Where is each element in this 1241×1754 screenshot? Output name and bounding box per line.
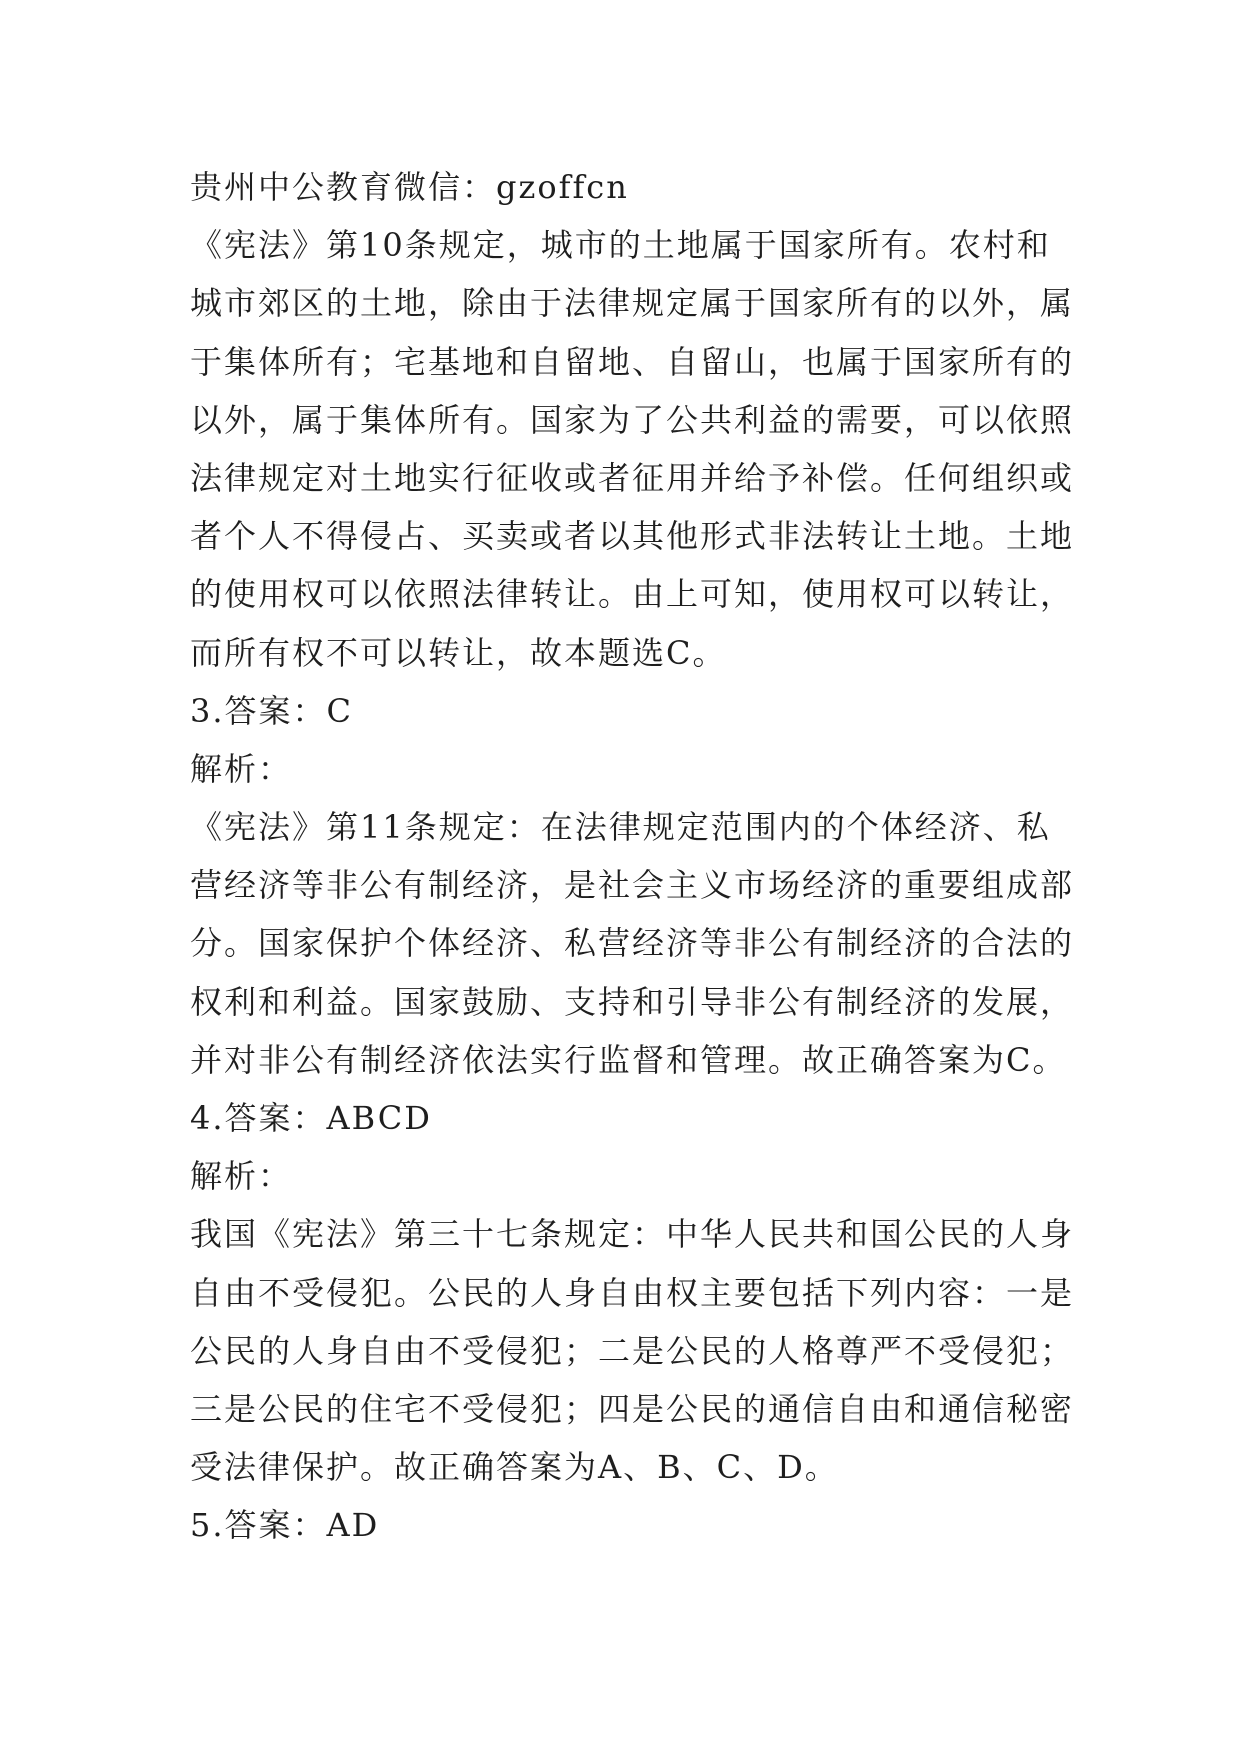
analysis-label: 解析： [190, 749, 293, 788]
text-line: 公民的人身自由不受侵犯；二是公民的人格尊严不受侵犯； [190, 1331, 1075, 1370]
text-line: 权利和利益。国家鼓励、支持和引导非公有制经济的发展， [190, 982, 1075, 1021]
text-line: 以外，属于集体所有。国家为了公共利益的需要，可以依照 [190, 400, 1075, 439]
text-line: 并对非公有制经济依法实行监督和管理。故正确答案为C。 [190, 1040, 1067, 1079]
text-line: 我国《宪法》第三十七条规定：中华人民共和国公民的人身 [190, 1215, 1075, 1254]
answer-line: 3.答案：C [190, 691, 354, 730]
answer-line: 5.答案：AD [190, 1506, 380, 1545]
text-line: 自由不受侵犯。公民的人身自由权主要包括下列内容：一是 [190, 1273, 1075, 1312]
text-line: 分。国家保护个体经济、私营经济等非公有制经济的合法的 [190, 924, 1075, 963]
text-line: 法律规定对土地实行征收或者征用并给予补偿。任何组织或 [190, 458, 1075, 497]
text-line: 《宪法》第10条规定，城市的土地属于国家所有。农村和 [190, 226, 1051, 265]
text-line: 者个人不得侵占、买卖或者以其他形式非法转让土地。土地 [190, 517, 1075, 556]
text-line: 《宪法》第11条规定：在法律规定范围内的个体经济、私 [190, 808, 1051, 847]
text-line: 于集体所有；宅基地和自留地、自留山，也属于国家所有的 [190, 342, 1075, 381]
answer-line: 4.答案：ABCD [190, 1099, 432, 1137]
text-line: 的使用权可以依照法律转让。由上可知，使用权可以转让， [190, 575, 1075, 614]
analysis-label: 解析： [190, 1157, 293, 1196]
text-line: 城市郊区的土地，除由于法律规定属于国家所有的以外，属 [190, 284, 1075, 323]
header-line: 贵州中公教育微信：gzoffcn [190, 168, 629, 206]
text-line: 而所有权不可以转让，故本题选C。 [190, 633, 727, 672]
text-line: 营经济等非公有制经济，是社会主义市场经济的重要组成部 [190, 866, 1075, 905]
document-body [190, 158, 1075, 1555]
text-line: 受法律保护。故正确答案为A、B、C、D。 [190, 1448, 839, 1487]
text-line: 三是公民的住宅不受侵犯；四是公民的通信自由和通信秘密 [190, 1389, 1075, 1428]
